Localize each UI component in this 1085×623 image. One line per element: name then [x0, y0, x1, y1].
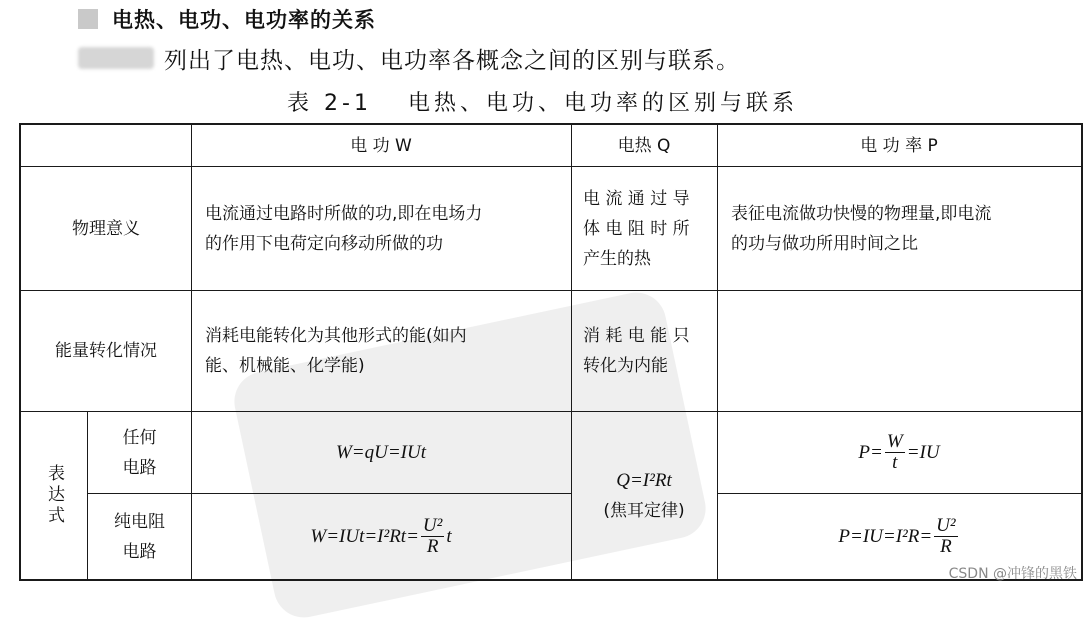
- header-heat: 电热 Q: [617, 135, 671, 156]
- joule-law-note: (焦耳定律): [603, 500, 685, 521]
- text-line: 消 耗 电 能 只: [583, 326, 690, 346]
- text-line: 电路: [122, 457, 157, 478]
- formula-part: W=IUt=I²Rt=: [310, 525, 419, 547]
- denominator: R: [940, 536, 952, 557]
- row-label-meaning: 物理意义: [72, 218, 140, 239]
- text-line: 的作用下电荷定向移动所做的功: [205, 233, 443, 254]
- row-label-expression: [21, 412, 87, 579]
- bullet-square-icon: [78, 9, 98, 29]
- formula-part: t: [446, 525, 452, 547]
- formula-part: P=: [858, 441, 883, 463]
- fraction: [885, 432, 905, 473]
- text-line: 转化为内能: [583, 356, 668, 376]
- text-line: 能、机械能、化学能): [205, 356, 365, 376]
- energy-power: [731, 291, 1077, 411]
- blurred-text: [78, 47, 154, 69]
- energy-heat: [583, 291, 713, 411]
- text-line: 产生的热: [583, 248, 651, 269]
- vertical-label: 表达式: [44, 464, 64, 527]
- caption-title: 电热、电功、电功率的区别与联系: [407, 91, 798, 116]
- formula-work-pure: [191, 494, 571, 579]
- formula-power-any: [717, 412, 1081, 493]
- meaning-power: [731, 167, 1077, 290]
- formula-work-any: W=qU=IUt: [335, 441, 427, 463]
- denominator: R: [426, 536, 439, 557]
- header-power: 电 功 率 P: [860, 135, 938, 156]
- sub-label-pure-resistor: [88, 494, 191, 579]
- csdn-watermark: CSDN @冲锋的黑铁: [948, 566, 1077, 582]
- text-line: 体 电 阻 时 所: [583, 218, 690, 239]
- numerator: W: [886, 431, 903, 452]
- numerator: U²: [422, 515, 443, 536]
- formula-part: P=IU=I²R=: [838, 525, 933, 547]
- text-line: 电 流 通 过 导: [583, 188, 690, 209]
- sub-label-any-circuit: [88, 412, 191, 493]
- text-line: 电路: [122, 541, 157, 562]
- denominator: t: [892, 452, 898, 473]
- intro-text: 列出了电热、电功、电功率各概念之间的区别与联系。: [164, 47, 740, 74]
- heading-text: 电热、电功、电功率的关系: [112, 8, 376, 32]
- text-line: 消耗电能转化为其他形式的能(如内: [205, 326, 467, 346]
- text-line: 纯电阻: [114, 511, 165, 532]
- section-heading: [78, 5, 376, 33]
- table-caption: [0, 86, 1085, 117]
- caption-number: 表 2-1: [287, 91, 372, 116]
- meaning-work: [205, 167, 565, 290]
- row-label-energy: 能量转化情况: [55, 341, 157, 361]
- fraction: [421, 516, 444, 557]
- text-line: 表征电流做功快慢的物理量,即电流: [731, 203, 992, 224]
- text-line: 任何: [122, 427, 157, 448]
- text-line: 电流通过电路时所做的功,即在电场力: [205, 203, 483, 224]
- energy-work: [205, 291, 565, 411]
- numerator: U²: [936, 515, 956, 536]
- comparison-table: [19, 123, 1083, 581]
- formula-part: =IU: [906, 441, 940, 463]
- formula-heat: [571, 412, 717, 579]
- header-work: 电 功 W: [350, 135, 412, 156]
- intro-line: [78, 40, 740, 76]
- fraction: [934, 516, 957, 557]
- meaning-heat: [583, 167, 713, 290]
- joule-formula: Q=I²Rt: [616, 469, 672, 491]
- text-line: 的功与做功所用时间之比: [731, 233, 918, 254]
